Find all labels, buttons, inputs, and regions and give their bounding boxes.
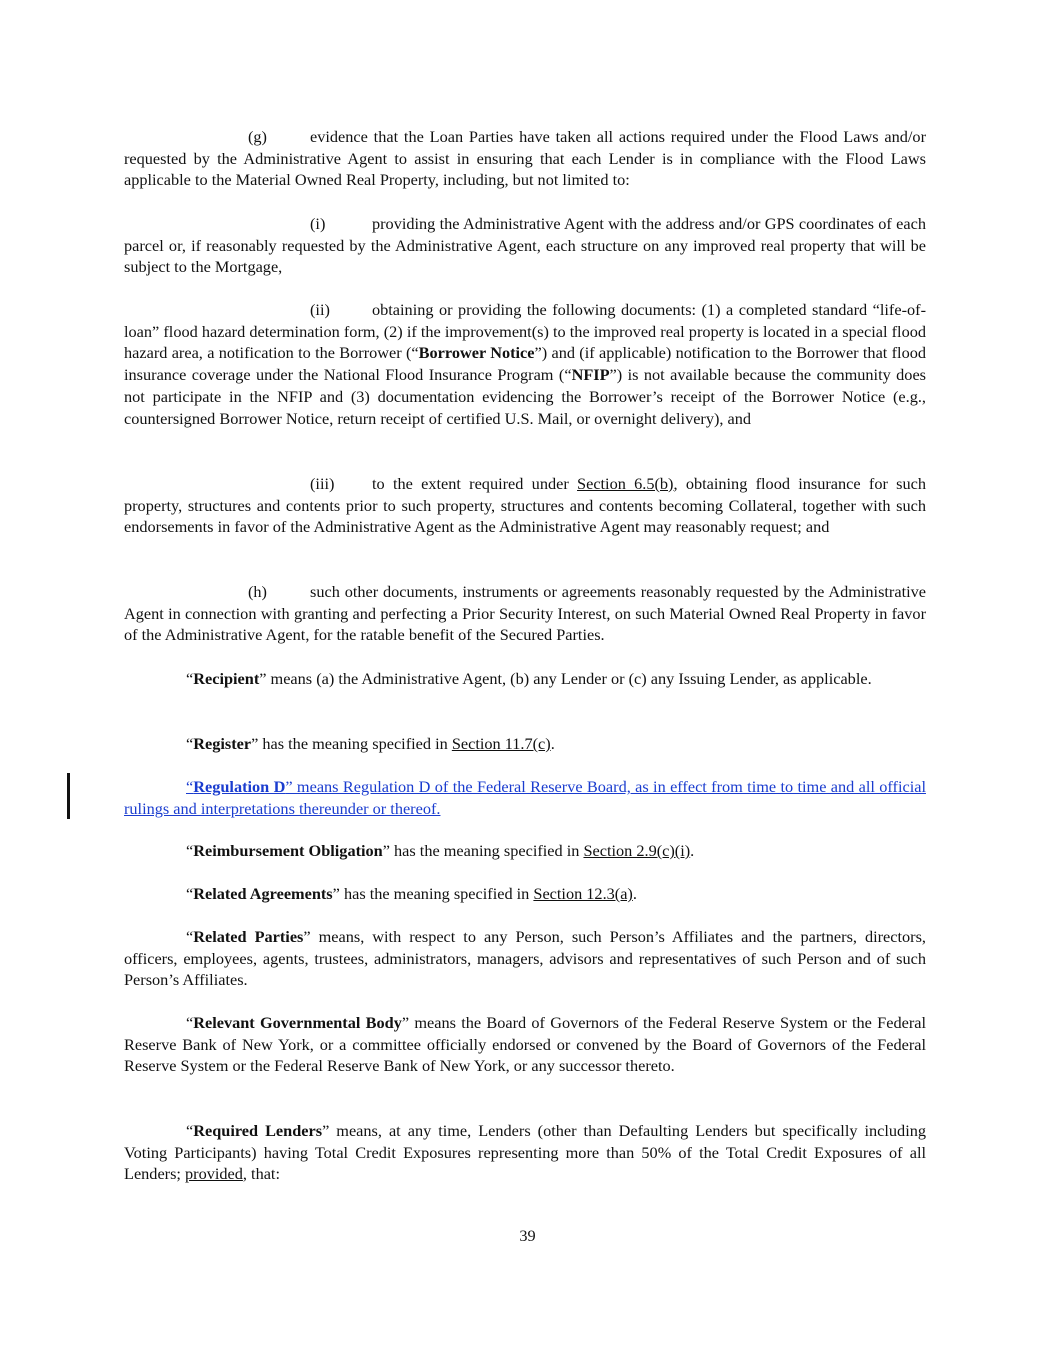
defined-term: Regulation D [193,777,286,796]
open-quote: “ [186,884,194,903]
definition-related-agreements [124,883,926,905]
definition-end: , that: [242,1164,280,1184]
clause-label: (ii) [310,300,330,319]
page-number: 39 [519,1226,536,1245]
defined-term: Relevant Governmental Body [193,1013,402,1032]
definition-required-lenders [124,1120,926,1185]
clause-g [124,126,926,191]
definition-text: ” has the meaning specified in [382,841,584,860]
clause-label: (iii) [310,474,335,493]
definition-text: ” means Regulation D of the Federal Reserve Board, as in effect from time to time and all official rulings and interpretations thereunder or thereof. [124,777,926,818]
definition-recipient [124,668,926,690]
definition-end: . [690,841,695,860]
open-quote: “ [186,841,194,860]
clause-h [124,581,926,646]
clause-text: , obtaining flood insurance for such property, structures and contents prior to such property, structures and contents becoming Collateral, together with such endorsements in favor of the Administrative Agent as the Administrative Agent may reasonably request; and [124,474,927,537]
definition-register [124,733,926,755]
clause-text: ”) and (if applicable) notification to the Borrower that flood insurance coverage under the National Flood Insurance Program (“ [124,343,927,385]
open-quote: “ [186,1013,194,1032]
clause-text: providing the Administrative Agent with the address and/or GPS coordinates of each parcel or, if reasonably requested by the Administrative Agent, each structure on any improved real property that will be subject to the Mortgage, [124,214,926,277]
defined-term: Required Lenders [193,1121,323,1140]
defined-term: Reimbursement Obligation [193,841,383,860]
defined-term: NFIP [571,365,610,385]
clause-text: obtaining or providing the following documents: (1) a completed standard “life-of-loan” flood hazard determination form, (2) if the improvement(s) to the improved real property is located in a special flood hazard area, a notification to the Borrower (“ [124,300,926,363]
definition-text: ” means the Board of Governors of the Federal Reserve System or the Federal Reserve Bank of New York, or a committee officially endorsed or convened by the Board of Governors of the Federal Reserve System or the Federal Reserve Bank of New York, or any successor thereto. [124,1013,926,1076]
definition-text: ” means (a) the Administrative Agent, (b) any Lender or (c) any Issuing Lender, as applicable. [259,669,872,688]
inserted-text [124,777,926,818]
section-reference: Section 2.9(c)(i) [583,841,691,860]
section-reference: Section 6.5(b) [577,474,674,493]
clause-text: to the extent required under [372,474,578,493]
definition-text: ” means, at any time, Lenders (other than Defaulting Lenders but specifically including Voting Participants) having Total Credit Exposures representing more than 50% of the Total Credit Exposures of all Lenders; [124,1121,927,1184]
definition-related-parties [124,926,926,991]
section-reference: Section 11.7(c) [451,734,551,753]
clause-text: such other documents, instruments or agreements reasonably requested by the Administrative Agent in connection with granting and perfecting a Prior Security Interest, on such Material Owned Real Property in favor of the Administrative Agent, for the ratable benefit of the Secured Parties. [124,582,926,645]
definition-text: ” means, with respect to any Person, such Person’s Affiliates and the partners, directors, officers, employees, agents, trustees, administrators, managers, advisors and representatives of such Person and of such Person’s Affiliates. [124,927,926,990]
clause-g-ii [124,299,926,429]
clause-g-iii [124,473,926,538]
definition-relevant-governmental-body [124,1012,926,1077]
section-reference: Section 12.3(a) [533,884,633,903]
clause-text: ”) is not available because the community does not participate in the NFIP and (3) documentation evidencing the Borrower’s receipt of the Borrower Notice (e.g., countersigned Borrower Notice, return receipt of certified U.S. Mail, or overnight delivery), and [124,365,927,428]
defined-term: Related Parties [193,927,304,946]
open-quote: “ [186,927,194,946]
clause-label: (g) [248,127,267,146]
defined-term: Recipient [193,669,260,688]
clause-g-i [124,213,926,278]
definition-end: . [632,884,637,903]
definition-regulation-d [124,776,926,819]
open-quote: “ [186,669,194,688]
definition-reimbursement-obligation [124,840,926,862]
open-quote: “ [186,1121,194,1140]
definition-text: ” has the meaning specified in [251,734,452,753]
clause-label: (h) [248,582,267,601]
definition-text: ” has the meaning specified in [332,884,534,903]
provided-term: provided [185,1164,243,1184]
revision-change-bar [67,773,70,819]
defined-term: Register [193,734,252,753]
clause-text: evidence that the Loan Parties have taken all actions required under the Flood Laws and/or requested by the Administrative Agent to assist in ensuring that each Lender is in compliance with the Flood Laws applicable to the Material Owned Real Property, including, but not limited to: [124,127,926,190]
defined-term: Related Agreements [193,884,333,903]
open-quote: “ [186,777,194,796]
defined-term: Borrower Notice [418,343,535,363]
open-quote: “ [186,734,194,753]
clause-label: (i) [310,214,326,233]
definition-end: . [550,734,555,753]
